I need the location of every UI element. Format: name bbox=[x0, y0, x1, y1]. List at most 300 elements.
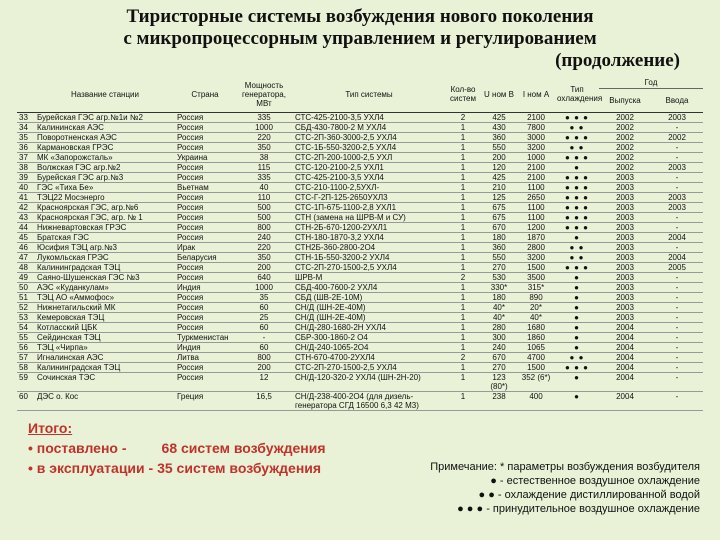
cell-cool: ● bbox=[555, 373, 599, 392]
cell-rel: 2003 bbox=[599, 283, 651, 293]
table-row bbox=[17, 363, 703, 373]
cell-n: 39 bbox=[17, 173, 35, 183]
cell-u: 530 bbox=[481, 273, 517, 283]
cell-cool: ● ● ● bbox=[555, 113, 599, 123]
cell-u: 40* bbox=[481, 303, 517, 313]
cell-cool: ● ● ● bbox=[555, 213, 599, 223]
cell-inp: - bbox=[651, 153, 703, 163]
cell-i: 1860 bbox=[517, 333, 555, 343]
cell-u: 270 bbox=[481, 363, 517, 373]
cell-count: 1 bbox=[445, 343, 481, 353]
cell-country: Россия bbox=[175, 273, 235, 283]
cell-i: 1200 bbox=[517, 223, 555, 233]
cell-cool: ● bbox=[555, 392, 599, 411]
cell-power: 350 bbox=[235, 143, 293, 153]
cell-power: 12 bbox=[235, 373, 293, 392]
cell-cool: ● ● ● bbox=[555, 263, 599, 273]
cell-power: 800 bbox=[235, 353, 293, 363]
note-block bbox=[398, 460, 700, 516]
cell-i: 1100 bbox=[517, 203, 555, 213]
cell-station: Нижневартовская ГРЭС bbox=[35, 223, 175, 233]
cell-system: СН/Д-280-1680-2Н УХЛ4 bbox=[293, 323, 445, 333]
cell-i: 2800 bbox=[517, 243, 555, 253]
cell-station: ДЭС о. Кос bbox=[35, 392, 175, 411]
cell-country: Россия bbox=[175, 363, 235, 373]
header-count: Кол-во систем bbox=[445, 76, 481, 113]
cell-u: 430 bbox=[481, 123, 517, 133]
cell-cool: ● bbox=[555, 333, 599, 343]
cell-country: Украина bbox=[175, 153, 235, 163]
cell-inp: 2005 bbox=[651, 263, 703, 273]
cell-station: Сочинская ТЭС bbox=[35, 373, 175, 392]
header-system: Тип системы bbox=[293, 76, 445, 113]
cell-i: 890 bbox=[517, 293, 555, 303]
summary-installed: • поставлено - 68 систем возбуждения bbox=[28, 440, 326, 456]
cell-country: Индия bbox=[175, 343, 235, 353]
cell-country: Россия bbox=[175, 213, 235, 223]
cell-rel: 2002 bbox=[599, 133, 651, 143]
cell-count: 1 bbox=[445, 303, 481, 313]
cell-n: 34 bbox=[17, 123, 35, 133]
cell-u: 330* bbox=[481, 283, 517, 293]
cell-inp: - bbox=[651, 173, 703, 183]
table-row bbox=[17, 183, 703, 193]
cell-count: 1 bbox=[445, 253, 481, 263]
cell-inp: - bbox=[651, 123, 703, 133]
cell-inp: - bbox=[651, 343, 703, 353]
cell-power: 40 bbox=[235, 183, 293, 193]
cell-rel: 2004 bbox=[599, 373, 651, 392]
cell-i: 315* bbox=[517, 283, 555, 293]
cell-system: СТС-2П-270-1500-2,5 УХЛ4 bbox=[293, 363, 445, 373]
cell-cool: ● bbox=[555, 343, 599, 353]
cell-inp: - bbox=[651, 243, 703, 253]
cell-count: 1 bbox=[445, 163, 481, 173]
cell-cool: ● bbox=[555, 273, 599, 283]
cell-station: Красноярская ГЭС, агр. № 1 bbox=[35, 213, 175, 223]
cell-i: 1500 bbox=[517, 263, 555, 273]
cell-u: 425 bbox=[481, 113, 517, 123]
table-row bbox=[17, 392, 703, 411]
cell-rel: 2003 bbox=[599, 273, 651, 283]
cell-cool: ● ● ● bbox=[555, 173, 599, 183]
cell-u: 240 bbox=[481, 343, 517, 353]
table-row bbox=[17, 333, 703, 343]
table-row bbox=[17, 373, 703, 392]
cell-inp: - bbox=[651, 333, 703, 343]
cell-station: ТЭЦ АО «Аммофос» bbox=[35, 293, 175, 303]
cell-n: 33 bbox=[17, 113, 35, 123]
cell-station: Калининская АЭС bbox=[35, 123, 175, 133]
summary-header: Итого: bbox=[28, 420, 73, 436]
cell-inp: 2004 bbox=[651, 253, 703, 263]
table-row bbox=[17, 303, 703, 313]
cell-rel: 2004 bbox=[599, 333, 651, 343]
cell-rel: 2003 bbox=[599, 203, 651, 213]
cell-country: Россия bbox=[175, 233, 235, 243]
cell-station: Братская ГЭС bbox=[35, 233, 175, 243]
title-line-1: Тиристорные системы возбуждения нового поколения bbox=[126, 6, 594, 27]
cell-i: 7800 bbox=[517, 123, 555, 133]
table-row bbox=[17, 213, 703, 223]
cell-system: СН/Д-238-400-2О4 (для дизель-генератора СГД 16500 6,3 42 М3) bbox=[293, 392, 445, 411]
cell-cool: ● bbox=[555, 313, 599, 323]
cell-u: 360 bbox=[481, 243, 517, 253]
cell-power: 110 bbox=[235, 193, 293, 203]
cell-system: СТС-2П-200-1000-2,5 УХЛ bbox=[293, 153, 445, 163]
cell-i: 2100 bbox=[517, 113, 555, 123]
cell-inp: - bbox=[651, 223, 703, 233]
cell-u: 300 bbox=[481, 333, 517, 343]
cell-inp: - bbox=[651, 213, 703, 223]
table-row bbox=[17, 163, 703, 173]
cell-rel: 2003 bbox=[599, 223, 651, 233]
cell-country: Россия bbox=[175, 263, 235, 273]
cell-power: 350 bbox=[235, 253, 293, 263]
cell-inp: 2003 bbox=[651, 163, 703, 173]
cell-station: Калининградская ТЭЦ bbox=[35, 263, 175, 273]
cell-rel: 2004 bbox=[599, 363, 651, 373]
cell-count: 1 bbox=[445, 333, 481, 343]
cell-rel: 2003 bbox=[599, 263, 651, 273]
cell-n: 45 bbox=[17, 233, 35, 243]
cell-i: 1870 bbox=[517, 233, 555, 243]
table-row bbox=[17, 123, 703, 133]
cell-cool: ● bbox=[555, 293, 599, 303]
cell-rel: 2003 bbox=[599, 173, 651, 183]
cell-rel: 2004 bbox=[599, 392, 651, 411]
cell-country: Ирак bbox=[175, 243, 235, 253]
cell-country: Россия bbox=[175, 133, 235, 143]
cell-inp: - bbox=[651, 303, 703, 313]
header-station: Название станции bbox=[35, 76, 175, 113]
cell-station: АЭС «Куданкулам» bbox=[35, 283, 175, 293]
cell-count: 1 bbox=[445, 283, 481, 293]
cell-u: 238 bbox=[481, 392, 517, 411]
cell-station: Кармановская ГРЭС bbox=[35, 143, 175, 153]
cell-system: СН/Д (ШН-2Е-40М) bbox=[293, 313, 445, 323]
cell-cool: ● bbox=[555, 303, 599, 313]
table-row bbox=[17, 253, 703, 263]
cell-u: 360 bbox=[481, 133, 517, 143]
cell-u: 675 bbox=[481, 213, 517, 223]
cell-inp: - bbox=[651, 293, 703, 303]
cell-system: СТС-120-2100-2,5 УХЛ1 bbox=[293, 163, 445, 173]
cell-count: 1 bbox=[445, 143, 481, 153]
cell-country: Греция bbox=[175, 392, 235, 411]
cell-count: 1 bbox=[445, 203, 481, 213]
cell-i: 2650 bbox=[517, 193, 555, 203]
cell-u: 280 bbox=[481, 323, 517, 333]
cell-n: 46 bbox=[17, 243, 35, 253]
cell-n: 50 bbox=[17, 283, 35, 293]
table-row bbox=[17, 243, 703, 253]
cell-country: Беларусия bbox=[175, 253, 235, 263]
cell-country: Россия bbox=[175, 203, 235, 213]
cell-country: Россия bbox=[175, 223, 235, 233]
cell-count: 1 bbox=[445, 363, 481, 373]
cell-power: 335 bbox=[235, 173, 293, 183]
cell-rel: 2002 bbox=[599, 163, 651, 173]
cell-count: 1 bbox=[445, 123, 481, 133]
cell-system: ШРВ-М bbox=[293, 273, 445, 283]
cell-station: ТЭЦ22 Мосэнерго bbox=[35, 193, 175, 203]
cell-count: 1 bbox=[445, 373, 481, 392]
summary-operating: • в эксплуатации - 35 систем возбуждения bbox=[28, 460, 322, 476]
cell-rel: 2003 bbox=[599, 233, 651, 243]
cell-i: 352 (6*) bbox=[517, 373, 555, 392]
cell-station: Красноярская ГЭС, агр.№6 bbox=[35, 203, 175, 213]
title-line-2: с микропроцессорным управлением и регулированием bbox=[123, 28, 597, 49]
cell-inp: - bbox=[651, 143, 703, 153]
cell-i: 1500 bbox=[517, 363, 555, 373]
cell-count: 1 bbox=[445, 323, 481, 333]
header-power: Мощность генератора, МВт bbox=[235, 76, 293, 113]
cell-station: Нижнетагильский МК bbox=[35, 303, 175, 313]
cell-country: Россия bbox=[175, 373, 235, 392]
cell-inp: - bbox=[651, 353, 703, 363]
cell-n: 47 bbox=[17, 253, 35, 263]
cell-inp: - bbox=[651, 273, 703, 283]
cell-country: Литва bbox=[175, 353, 235, 363]
cell-i: 3200 bbox=[517, 143, 555, 153]
cell-system: СТС-1П-675-1100-2,8 УХЛ1 bbox=[293, 203, 445, 213]
cell-n: 56 bbox=[17, 343, 35, 353]
cell-u: 670 bbox=[481, 223, 517, 233]
cell-count: 2 bbox=[445, 273, 481, 283]
cell-system: СН/Д-120-320-2 УХЛ4 (ШН-2Н-20) bbox=[293, 373, 445, 392]
cell-power: 60 bbox=[235, 303, 293, 313]
cell-count: 1 bbox=[445, 233, 481, 243]
cell-i: 3000 bbox=[517, 133, 555, 143]
cell-i: 400 bbox=[517, 392, 555, 411]
cell-station: Поворотненская АЭС bbox=[35, 133, 175, 143]
cell-rel: 2002 bbox=[599, 143, 651, 153]
cell-country: Россия bbox=[175, 323, 235, 333]
cell-station: МК «Запорожсталь» bbox=[35, 153, 175, 163]
cell-system: СТС-2П-360-3000-2,5 УХЛ4 bbox=[293, 133, 445, 143]
cell-cool: ● ● ● bbox=[555, 193, 599, 203]
cell-u: 120 bbox=[481, 163, 517, 173]
table-row bbox=[17, 193, 703, 203]
cell-n: 37 bbox=[17, 153, 35, 163]
cell-cool: ● bbox=[555, 163, 599, 173]
cell-u: 675 bbox=[481, 203, 517, 213]
summary-block bbox=[28, 418, 388, 478]
cell-i: 20* bbox=[517, 303, 555, 313]
cell-n: 40 bbox=[17, 183, 35, 193]
cell-power: 25 bbox=[235, 313, 293, 323]
table-row bbox=[17, 173, 703, 183]
cell-n: 44 bbox=[17, 223, 35, 233]
cell-rel: 2002 bbox=[599, 113, 651, 123]
cell-u: 180 bbox=[481, 293, 517, 303]
cell-station: Кемеровская ТЭЦ bbox=[35, 313, 175, 323]
table-row bbox=[17, 343, 703, 353]
cell-n: 41 bbox=[17, 193, 35, 203]
cell-system: СТН-2Б-670-1200-2УХЛ1 bbox=[293, 223, 445, 233]
cell-count: 2 bbox=[445, 113, 481, 123]
cell-power: 16,5 bbox=[235, 392, 293, 411]
header-current: I ном А bbox=[517, 76, 555, 113]
cell-country: Россия bbox=[175, 303, 235, 313]
cell-station: ТЭЦ «Чирпа» bbox=[35, 343, 175, 353]
cell-cool: ● ● bbox=[555, 123, 599, 133]
table-row bbox=[17, 153, 703, 163]
cell-inp: 2004 bbox=[651, 233, 703, 243]
cell-n: 51 bbox=[17, 293, 35, 303]
cell-inp: - bbox=[651, 183, 703, 193]
cell-cool: ● ● bbox=[555, 353, 599, 363]
cell-i: 1100 bbox=[517, 183, 555, 193]
table-row bbox=[17, 233, 703, 243]
cell-country: Россия bbox=[175, 173, 235, 183]
cell-power: 335 bbox=[235, 113, 293, 123]
cell-u: 123 (80*) bbox=[481, 373, 517, 392]
cell-country: Россия bbox=[175, 123, 235, 133]
cell-i: 1680 bbox=[517, 323, 555, 333]
cell-u: 550 bbox=[481, 143, 517, 153]
cell-inp: 2003 bbox=[651, 113, 703, 123]
page-title bbox=[0, 6, 720, 72]
table-row bbox=[17, 263, 703, 273]
cell-i: 3200 bbox=[517, 253, 555, 263]
cell-power: 38 bbox=[235, 153, 293, 163]
cell-system: СБД-400-7600-2 УХЛ4 bbox=[293, 283, 445, 293]
cell-country: Россия bbox=[175, 193, 235, 203]
cell-n: 43 bbox=[17, 213, 35, 223]
cell-country: Россия bbox=[175, 143, 235, 153]
cell-inp: - bbox=[651, 283, 703, 293]
header-voltage: U ном В bbox=[481, 76, 517, 113]
cell-station: ГЭС «Тиха Бе» bbox=[35, 183, 175, 193]
cell-n: 57 bbox=[17, 353, 35, 363]
cell-count: 1 bbox=[445, 392, 481, 411]
cell-count: 1 bbox=[445, 193, 481, 203]
cell-power: 240 bbox=[235, 233, 293, 243]
header-year-release: Выпуска bbox=[599, 89, 651, 113]
cell-n: 52 bbox=[17, 303, 35, 313]
cell-station: Лукомльская ГРЭС bbox=[35, 253, 175, 263]
cell-power: 1000 bbox=[235, 283, 293, 293]
cell-power: 640 bbox=[235, 273, 293, 283]
table-row bbox=[17, 133, 703, 143]
cell-power: 800 bbox=[235, 223, 293, 233]
cell-inp: 2002 bbox=[651, 133, 703, 143]
cell-cool: ● ● ● bbox=[555, 223, 599, 233]
cell-power: 60 bbox=[235, 323, 293, 333]
cell-inp: - bbox=[651, 323, 703, 333]
cell-n: 59 bbox=[17, 373, 35, 392]
table-row bbox=[17, 323, 703, 333]
cell-cool: ● ● bbox=[555, 253, 599, 263]
cell-u: 180 bbox=[481, 233, 517, 243]
cell-count: 1 bbox=[445, 213, 481, 223]
cell-u: 125 bbox=[481, 193, 517, 203]
cell-inp: - bbox=[651, 392, 703, 411]
cell-country: Вьетнам bbox=[175, 183, 235, 193]
cell-system: СН/Д (ШН-2Е-40М) bbox=[293, 303, 445, 313]
cell-n: 55 bbox=[17, 333, 35, 343]
cell-system: СТС-1Б-550-3200-2,5 УХЛ4 bbox=[293, 143, 445, 153]
cell-inp: 2003 bbox=[651, 203, 703, 213]
cell-power: 500 bbox=[235, 213, 293, 223]
cell-station: Бурейская ГЭС агр.№1и №2 bbox=[35, 113, 175, 123]
cell-inp: - bbox=[651, 313, 703, 323]
cell-power: 60 bbox=[235, 343, 293, 353]
table-body bbox=[17, 113, 703, 411]
cell-cool: ● ● ● bbox=[555, 363, 599, 373]
cell-rel: 2002 bbox=[599, 123, 651, 133]
cell-rel: 2003 bbox=[599, 193, 651, 203]
cell-rel: 2004 bbox=[599, 343, 651, 353]
cell-power: 500 bbox=[235, 203, 293, 213]
cell-system: СТС-210-1100-2,5УХЛ- bbox=[293, 183, 445, 193]
cell-station: Волжская ГЭС агр.№2 bbox=[35, 163, 175, 173]
cell-station: Бурейская ГЭС агр.№3 bbox=[35, 173, 175, 183]
excitation-systems-table bbox=[17, 76, 703, 411]
cell-system: СТС-Г-2П-125-2650УХЛ3 bbox=[293, 193, 445, 203]
table-row bbox=[17, 313, 703, 323]
table-row bbox=[17, 273, 703, 283]
cell-i: 1100 bbox=[517, 213, 555, 223]
cell-cool: ● bbox=[555, 283, 599, 293]
cell-country: Россия bbox=[175, 163, 235, 173]
cell-power: 200 bbox=[235, 263, 293, 273]
note-line-1: Примечание: * параметры возбуждения возбудителя bbox=[430, 461, 700, 473]
cell-cool: ● ● ● bbox=[555, 183, 599, 193]
cell-rel: 2003 bbox=[599, 313, 651, 323]
cell-u: 200 bbox=[481, 153, 517, 163]
cell-cool: ● bbox=[555, 323, 599, 333]
table-row bbox=[17, 283, 703, 293]
cell-inp: - bbox=[651, 363, 703, 373]
cell-count: 1 bbox=[445, 313, 481, 323]
cell-count: 2 bbox=[445, 353, 481, 363]
cell-u: 670 bbox=[481, 353, 517, 363]
cell-n: 42 bbox=[17, 203, 35, 213]
cell-n: 36 bbox=[17, 143, 35, 153]
cell-cool: ● ● ● bbox=[555, 133, 599, 143]
cell-count: 1 bbox=[445, 263, 481, 273]
cell-count: 1 bbox=[445, 133, 481, 143]
cell-system: СБД-430-7800-2 М УХЛ4 bbox=[293, 123, 445, 133]
cell-system: СБД (ШВ-2Е-10М) bbox=[293, 293, 445, 303]
cell-station: Котласский ЦБК bbox=[35, 323, 175, 333]
table-row bbox=[17, 203, 703, 213]
table-row bbox=[17, 113, 703, 123]
cell-rel: 2003 bbox=[599, 253, 651, 263]
cell-system: СТН (замена на ШРВ-М и СУ) bbox=[293, 213, 445, 223]
cell-rel: 2004 bbox=[599, 353, 651, 363]
cell-system: СТС-2П-270-1500-2,5 УХЛ4 bbox=[293, 263, 445, 273]
header-country: Страна bbox=[175, 76, 235, 113]
cell-i: 4700 bbox=[517, 353, 555, 363]
cell-rel: 2003 bbox=[599, 303, 651, 313]
cell-system: СН/Д-240-1065-2О4 bbox=[293, 343, 445, 353]
cell-inp: - bbox=[651, 373, 703, 392]
cell-count: 1 bbox=[445, 183, 481, 193]
table-row bbox=[17, 143, 703, 153]
cell-count: 1 bbox=[445, 153, 481, 163]
cell-u: 270 bbox=[481, 263, 517, 273]
header-number bbox=[17, 76, 35, 113]
cell-power: 35 bbox=[235, 293, 293, 303]
cell-n: 53 bbox=[17, 313, 35, 323]
cell-country: Россия bbox=[175, 113, 235, 123]
cell-system: СТС-425-2100-3,5 УХЛ4 bbox=[293, 173, 445, 183]
cell-i: 3500 bbox=[517, 273, 555, 283]
